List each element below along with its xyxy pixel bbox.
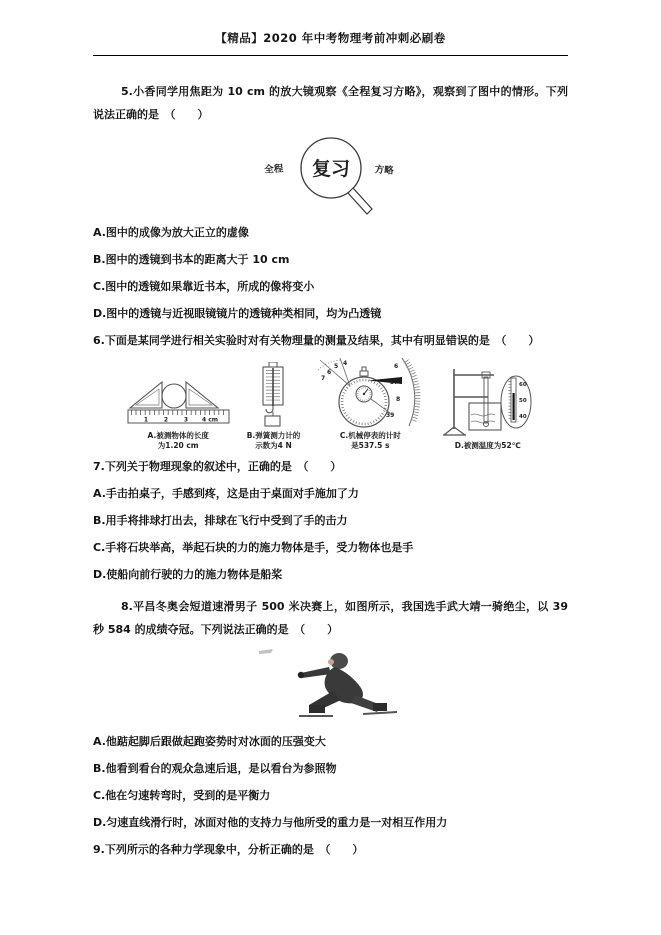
q5-option-b: B.图中的透镜到书本的距离大于 10 cm	[93, 252, 290, 266]
lens-magnified-text: 复习	[311, 158, 350, 180]
q6-figure-d-caption: D.被测温度为52℃	[454, 440, 521, 450]
q5-option-a: A.图中的成像为放大正立的虚像	[93, 225, 249, 239]
svg-text:40: 40	[519, 413, 527, 420]
q5-option-d: D.图中的透镜与近视眼镜镜片的透镜种类相同，均为凸透镜	[93, 306, 382, 320]
q5-option-c: C.图中的透镜如果靠近书本，所成的像将变小	[93, 279, 315, 293]
q6-figure-c	[316, 358, 424, 450]
svg-text:60: 60	[519, 381, 527, 388]
q7-option-a: A.手击拍桌子，手感到疼，这是由于桌面对手施加了力	[93, 486, 359, 500]
svg-text:8: 8	[396, 396, 401, 403]
q5-options	[93, 218, 568, 326]
q6-figure-c-caption: C.机械停表的计时 是537.5 s	[339, 431, 401, 450]
q8-option-b: B.他看到看台的观众急速后退，是以看台为参照物	[93, 761, 337, 775]
q6-figure-row	[93, 358, 568, 450]
q6-figure-a-caption: A.被测物体的长度 为1.20 cm	[147, 431, 209, 450]
header-divider	[93, 55, 568, 56]
q8-stem: 8.平昌冬奥会短道速滑男子 500 米决赛上，如图所示，我国选手武大靖一骑绝尘，以 39 秒 584 的成绩夺冠。下列说法正确的是 （ ）	[93, 600, 568, 636]
q5-figure-wrap	[93, 128, 568, 216]
q8-figure-wrap	[93, 643, 568, 725]
q8-option-c: C.他在匀速转弯时，受到的是平衡力	[93, 788, 271, 802]
svg-text:6: 6	[327, 369, 332, 376]
svg-text:3: 3	[183, 416, 188, 424]
q7-option-c: C.手将石块举高，举起石块的力的施力物体是手，受力物体也是手	[93, 540, 414, 554]
spring-scale-icon	[252, 362, 294, 428]
q6-figure-d	[440, 365, 535, 451]
q8-option-d: D.匀速直线滑行时，冰面对他的支持力与他所受的重力是一对相互作用力	[93, 815, 448, 829]
magnifier-illustration	[236, 128, 426, 216]
book-text-left: 全程	[263, 163, 284, 176]
q7-option-d: D.使船向前行驶的力的施力物体是船桨	[93, 567, 283, 581]
svg-text:1: 1	[143, 416, 148, 424]
q7-option-b: B.用手将排球打出去，排球在飞行中受到了手的击力	[93, 513, 348, 527]
q6-stem: 6.下面是某同学进行相关实验时对有关物理量的测量及结果，其中有明显错误的是 （ ）	[93, 333, 540, 347]
q8-options	[93, 727, 568, 835]
q6-figure-a	[126, 370, 231, 450]
svg-text:6: 6	[394, 363, 399, 370]
magnifier-handle-icon	[348, 188, 372, 214]
svg-text:2: 2	[163, 416, 168, 424]
exam-content	[0, 80, 661, 862]
thermometer-stand-icon	[440, 365, 535, 438]
q6-figure-b-caption: B.弹簧测力计的 示数为4 N	[246, 431, 301, 450]
svg-text:4: 4	[343, 360, 348, 367]
ruler-ball-icon	[126, 370, 231, 428]
svg-text:7: 7	[321, 375, 326, 382]
svg-text:5: 5	[334, 363, 339, 370]
stopwatch-icon	[316, 358, 424, 428]
svg-text:50: 50	[519, 397, 527, 404]
svg-text:39: 39	[386, 412, 395, 419]
q7-stem: 7.下列关于物理现象的叙述中，正确的是 （ ）	[93, 459, 342, 473]
q5-stem: 5.小香同学用焦距为 10 cm 的放大镜观察《全程复习方略》，观察到了图中的情形。下列说法正确的是 （ ）	[93, 85, 568, 121]
q7-options	[93, 479, 568, 587]
speed-skater-photo	[251, 643, 411, 725]
document-title: 【精品】2020 年中考物理考前冲刺必刷卷	[215, 31, 446, 45]
q9-stem: 9.下列所示的各种力学现象中，分析正确的是 （ ）	[93, 842, 364, 856]
photo-artifact-mark	[259, 649, 273, 654]
q8-option-a: A.他踮起脚后跟做起跑姿势时对冰面的压强变大	[93, 734, 326, 748]
svg-text:4 cm: 4 cm	[201, 416, 218, 424]
book-text-right: 方略	[373, 164, 394, 177]
q6-figure-b	[247, 362, 301, 450]
